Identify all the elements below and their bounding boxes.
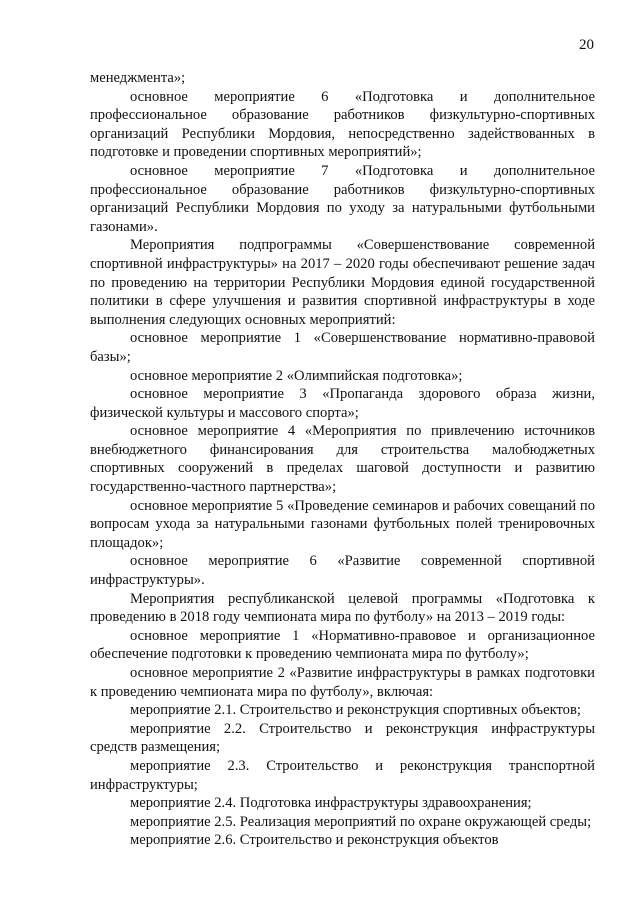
document-body: [90, 69, 595, 850]
paragraph: основное мероприятие 2 «Развитие инфраструктуры в рамках подготовки к проведению чемпионата мира по футболу», включая:: [90, 665, 595, 700]
page-number: 20: [579, 37, 594, 53]
paragraph: основное мероприятие 1 «Совершенствование нормативно-правовой базы»;: [90, 330, 595, 365]
paragraph: мероприятие 2.2. Строительство и реконструкция инфраструктуры средств размещения;: [90, 720, 595, 756]
paragraph: Мероприятия подпрограммы «Совершенствование современной спортивной инфраструктуры» на 2017 – 2020 годы обеспечивают решение задач по проведению на территории Республики Мордовия единой государственной политики в сфере улучшения и развития спортивной инфраструктуры в ходе выполнения следующих основных мероприятий:: [90, 237, 595, 328]
paragraph: основное мероприятие 6 «Подготовка и дополнительное профессиональное образование работников физкультурно-спортивных организаций Республики Мордовия, непосредственно задействованных в подготовке и проведении спортивных мероприятий»;: [90, 88, 595, 161]
paragraph: основное мероприятие 7 «Подготовка и дополнительное профессиональное образование работников физкультурно-спортивных организаций Республики Мордовия по уходу за натуральными футбольными газонами».: [90, 162, 595, 235]
paragraph: мероприятие 2.6. Строительство и реконструкция объектов: [130, 832, 499, 849]
paragraph-continuation: менеджмента»;: [90, 70, 186, 86]
paragraph: мероприятие 2.3. Строительство и реконструкция транспортной инфраструктуры;: [90, 757, 595, 793]
paragraph: основное мероприятие 3 «Пропаганда здорового образа жизни, физической культуры и массового спорта»;: [90, 386, 595, 421]
paragraph: мероприятие 2.4. Подготовка инфраструктуры здравоохранения;: [130, 795, 532, 812]
paragraph: мероприятие 2.5. Реализация мероприятий по охране окружающей среды;: [130, 813, 592, 830]
paragraph: основное мероприятие 1 «Нормативно-правовое и организационное обеспечение подготовки к проведению чемпионата мира по футболу»;: [90, 627, 595, 663]
paragraph: основное мероприятие 5 «Проведение семинаров и рабочих совещаний по вопросам ухода за натуральными газонами футбольных полей тренировочных площадок»;: [90, 497, 595, 551]
paragraph: Мероприятия республиканской целевой программы «Подготовка к проведению в 2018 году чемпионата мира по футболу» на 2013 – 2019 годы:: [90, 590, 595, 626]
paragraph: основное мероприятие 4 «Мероприятия по привлечению источников внебюджетного финансирования для строительства малобюджетных спортивных сооружений в пределах шаговой доступности и развитию государственно-частного партнерства»;: [90, 423, 595, 496]
paragraph: мероприятие 2.1. Строительство и реконструкция спортивных объектов;: [130, 702, 581, 719]
paragraph: основное мероприятие 6 «Развитие современной спортивной инфраструктуры».: [90, 553, 595, 589]
paragraph: основное мероприятие 2 «Олимпийская подготовка»;: [130, 367, 463, 384]
